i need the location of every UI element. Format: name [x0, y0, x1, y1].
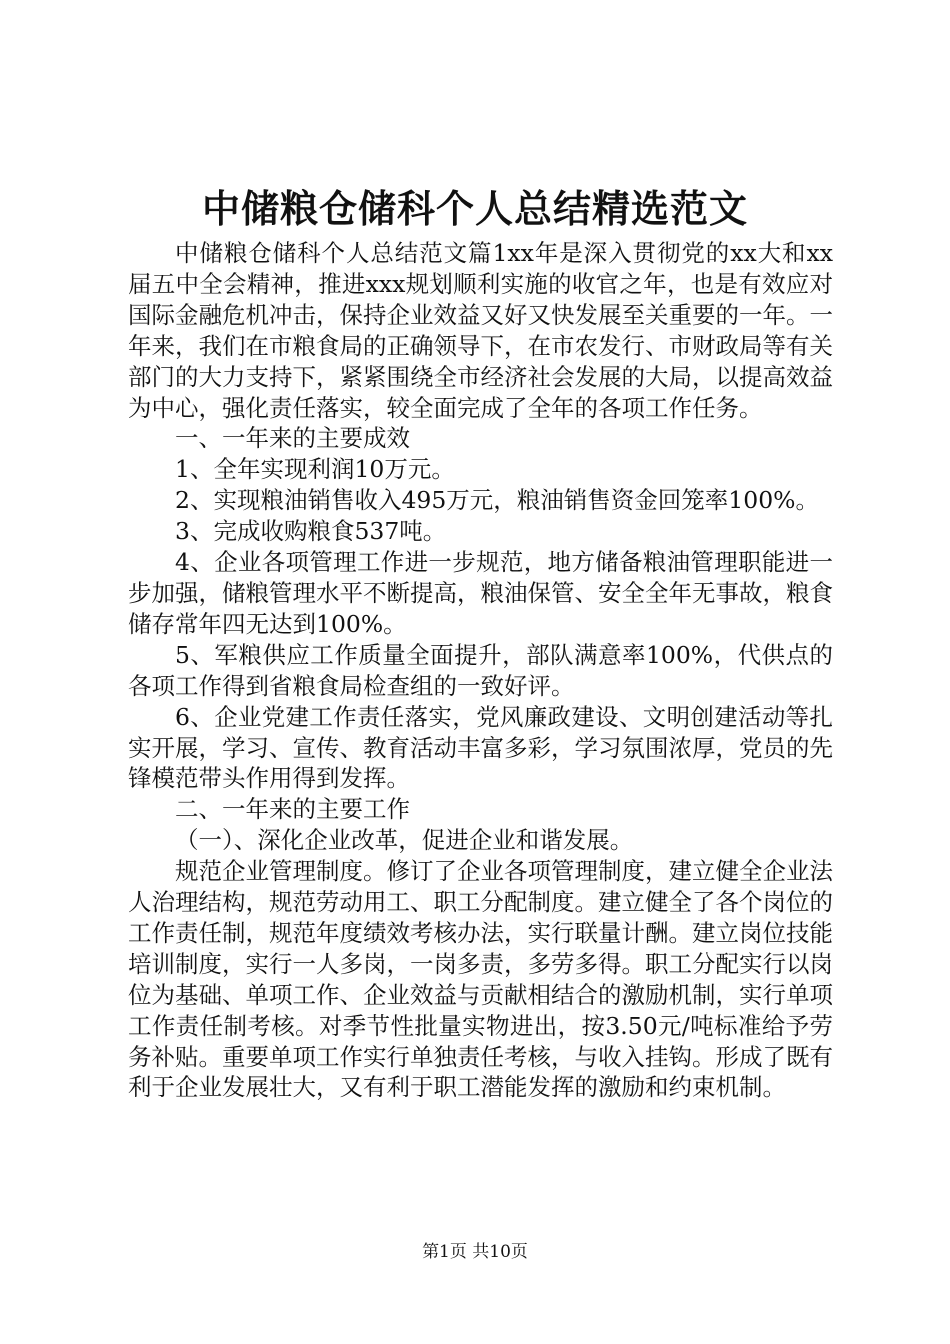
document-body	[128, 238, 833, 1103]
list-item-profit: 1、全年实现利润10万元。	[175, 455, 455, 484]
page-number-footer: 第1页 共10页	[422, 1242, 528, 1262]
paragraph-management-system: 规范企业管理制度。修订了企业各项管理制度，建立健全企业法人治理结构，规范劳动用工、职工分配制度。建立健全了各个岗位的工作责任制，规范年度绩效考核办法，实行联量计酬。建立岗位技能培训制度，实行一人多岗，一岗多责，多劳多得。职工分配实行以岗位为基础、单项工作、企业效益与贡献相结合的激励机制，实行单项工作责任制考核。对季节性批量实物进出，按3.50元/吨标准给予劳务补贴。重要单项工作实行单独责任考核，与收入挂钩。形成了既有利于企业发展壮大，又有利于职工潜能发挥的激励和约束机制。	[128, 857, 833, 1102]
list-item-party-building: 6、企业党建工作责任落实，党风廉政建设、文明创建活动等扎实开展，学习、宣传、教育活动丰富多彩，学习氛围浓厚，党员的先锋模范带头作用得到发挥。	[128, 702, 833, 793]
heading-main-work: 二、一年来的主要工作	[175, 795, 410, 824]
heading-achievements: 一、一年来的主要成效	[175, 424, 410, 453]
list-item-management: 4、企业各项管理工作进一步规范，地方储备粮油管理职能进一步加强，储粮管理水平不断提高，粮油保管、安全全年无事故，粮食储存常年四无达到100%。	[128, 548, 833, 638]
document-title: 中储粮仓储科个人总结精选范文	[201, 186, 748, 231]
subheading-reform: （一）、深化企业改革，促进企业和谐发展。	[175, 826, 634, 855]
list-item-sales: 2、实现粮油销售收入495万元，粮油销售资金回笼率100%。	[175, 486, 819, 515]
paragraph-intro: 中储粮仓储科个人总结范文篇1xx年是深入贯彻党的xx大和xx届五中全会精神，推进xxx规划顺利实施的收官之年，也是有效应对国际金融危机冲击，保持企业效益又好又快发展至关重要的一年。一年来，我们在市粮食局的正确领导下，在市农发行、市财政局等有关部门的大力支持下，紧紧围绕全市经济社会发展的大局，以提高效益为中心，强化责任落实，较全面完成了全年的各项工作任务。	[128, 239, 833, 422]
list-item-military-supply: 5、军粮供应工作质量全面提升，部队满意率100%，代供点的各项工作得到省粮食局检查组的一致好评。	[128, 640, 833, 700]
list-item-purchase: 3、完成收购粮食537吨。	[175, 517, 447, 546]
